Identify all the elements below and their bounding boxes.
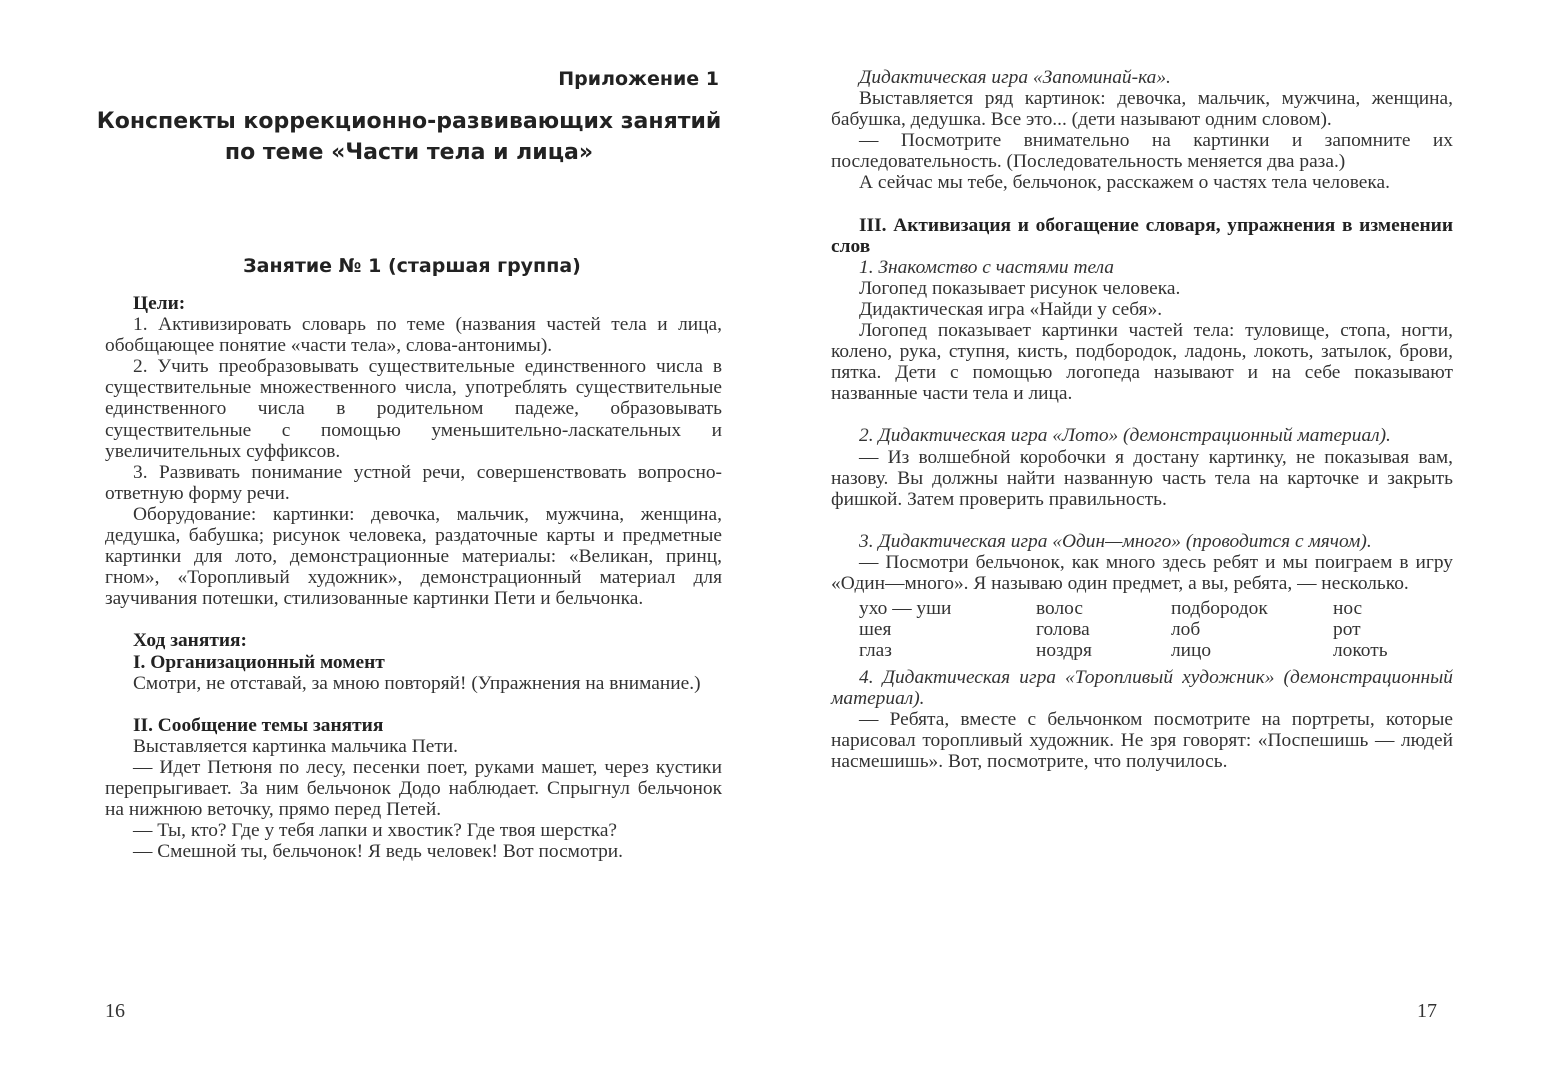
subsection-1-paragraph: Логопед показывает рисунок человека.: [859, 277, 1181, 299]
page-number-left: 16: [105, 1000, 125, 1022]
word-cell: локоть: [1333, 640, 1388, 662]
subsection-1-title: 1. Знакомство с частями тела: [859, 256, 1114, 278]
section-3-heading: III. Активизация и обогащение словаря, упражнения в изменении слов: [831, 214, 1453, 257]
main-title: [95, 106, 723, 168]
word-cell: голова: [1036, 619, 1090, 641]
section-2-paragraph: Выставляется картинка мальчика Пети.: [133, 735, 459, 757]
subsection-1-paragraph: Дидактическая игра «Найди у себя».: [859, 298, 1163, 320]
goal-2: 2. Учить преобразовывать существительные единственного числа в существительные множественного числа, употреблять существительные единственного числа в родительном падеже, образовывать существительные с помощью уменьшительно-ласкательных и увеличительных суффиксов.: [105, 356, 722, 462]
subsection-4-paragraph: — Ребята, вместе с бельчонком посмотрите на портреты, которые нарисовал торопливый художник. Не зря говорят: «Поспешишь — людей насмешишь». Вот, посмотрите, что получилось.: [831, 709, 1453, 773]
word-cell: подбородок: [1171, 598, 1268, 620]
subsection-1-paragraph: Логопед показывает картинки частей тела: туловище, стопа, ногти, колено, рука, ступня, кисть, подбородок, ладонь, локоть, затылок, брови, пятка. Дети с помощью логопеда называют и на себе показывают названные части тела и лица.: [831, 320, 1453, 405]
word-cell: ухо — уши: [859, 598, 952, 620]
equipment-paragraph: Оборудование: картинки: девочка, мальчик, мужчина, женщина, дедушка, бабушка; рисунок человека, раздаточные карты и предметные картинки для лото, демонстрационные материалы: «Великан, принц, гном», «Торопливый художник», демонстрационный материал для заучивания потешки, стилизованные картинки Пети и бельчонка.: [105, 503, 722, 610]
goal-1: 1. Активизировать словарь по теме (названия частей тела и лица, обобщающее понятие «части тела», слова-антонимы).: [105, 314, 722, 357]
section-2-heading: II. Сообщение темы занятия: [133, 714, 384, 736]
word-row: [859, 619, 1388, 640]
one-many-word-table: [859, 598, 1388, 661]
appendix-label: Приложение 1: [558, 68, 719, 90]
subsection-4-title: 4. Дидактическая игра «Торопливый художник» (демонстрационный материал).: [831, 667, 1453, 710]
game-paragraph: — Посмотрите внимательно на картинки и запомните их последовательность. (Последовательность меняется два раза.): [831, 130, 1453, 173]
word-cell: волос: [1036, 598, 1083, 620]
word-row: [859, 598, 1388, 619]
goals-heading: Цели:: [133, 293, 186, 314]
main-title-line-2: по теме «Части тела и лица»: [224, 140, 594, 165]
subsection-2-title: 2. Дидактическая игра «Лото» (демонстрационный материал).: [859, 425, 1391, 447]
course-heading: Ход занятия:: [133, 630, 247, 652]
page-number-right: 17: [1417, 1000, 1437, 1022]
word-cell: ноздря: [1036, 640, 1092, 662]
game-title: Дидактическая игра «Запоминай-ка».: [859, 67, 1171, 88]
game-paragraph: А сейчас мы тебе, бельчонок, расскажем о частях тела человека.: [859, 172, 1390, 194]
main-title-line-1: Конспекты коррекционно-развивающих занятий: [96, 109, 722, 134]
right-page: [783, 0, 1567, 1080]
subsection-3-title: 3. Дидактическая игра «Один—много» (проводится с мячом).: [859, 530, 1372, 552]
game-paragraph: Выставляется ряд картинок: девочка, мальчик, мужчина, женщина, бабушка, дедушка. Все это... (дети называют одним словом).: [831, 88, 1453, 131]
section-2-paragraph: — Смешной ты, бельчонок! Я ведь человек! Вот посмотри.: [133, 841, 624, 863]
word-cell: глаз: [859, 640, 892, 662]
section-1-text: Смотри, не отставай, за мною повторяй! (Упражнения на внимание.): [133, 672, 701, 694]
goal-3: 3. Развивать понимание устной речи, совершенствовать вопросно-ответную форму речи.: [105, 461, 722, 504]
word-cell: лоб: [1171, 619, 1201, 641]
word-cell: нос: [1333, 598, 1363, 620]
subsection-2-paragraph: — Из волшебной коробочки я достану картинку, не показывая вам, назову. Вы должны найти названную часть тела на карточке и закрыть фишкой. Затем проверить правильность.: [831, 446, 1453, 510]
right-page-body: [831, 67, 1453, 773]
subsection-3-paragraph: — Посмотри бельчонок, как много здесь ребят и мы поиграем в игру «Один—много». Я называю один предмет, а вы, ребята, — несколько.: [831, 551, 1453, 594]
lesson-title: Занятие № 1 (старшая группа): [243, 255, 581, 277]
section-2-paragraph: — Идет Петюня по лесу, песенки поет, руками машет, через кустики перепрыгивает. За ним бельчонок Додо наблюдает. Спрыгнул бельчонок на нижнюю веточку, прямо перед Петей.: [105, 756, 722, 821]
word-cell: лицо: [1171, 640, 1212, 662]
word-cell: шея: [859, 619, 892, 641]
section-1-heading: I. Организационный момент: [133, 651, 385, 673]
section-2-paragraph: — Ты, кто? Где у тебя лапки и хвостик? Где твоя шерстка?: [133, 820, 618, 842]
word-row: [859, 640, 1388, 661]
left-page: [0, 0, 783, 1080]
left-page-body: [105, 293, 722, 862]
word-cell: рот: [1333, 619, 1361, 641]
